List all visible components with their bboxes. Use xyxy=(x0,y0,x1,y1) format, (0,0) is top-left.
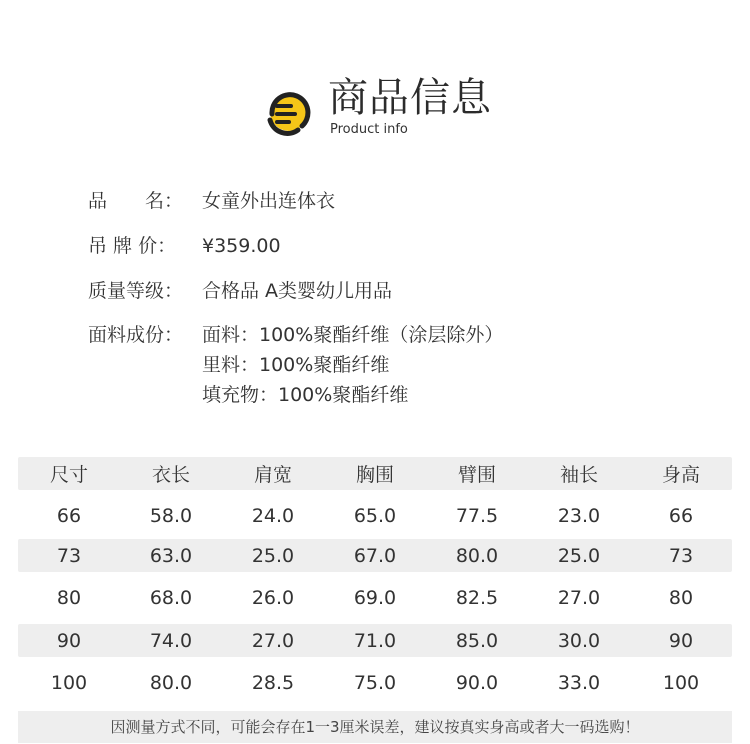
table-cell: 85.0 xyxy=(455,629,499,652)
table-cell: 24.0 xyxy=(251,505,295,527)
name-label: 品 名： xyxy=(88,190,184,212)
header-cell: 胸围 xyxy=(355,464,394,486)
fabric-label: 面料成份： xyxy=(88,324,184,346)
table-cell: 67.0 xyxy=(353,544,397,567)
table-cell: 77.5 xyxy=(455,505,499,527)
table-cell: 73 xyxy=(56,544,82,567)
table-cell: 80.0 xyxy=(149,672,193,694)
header-cell: 衣长 xyxy=(151,464,190,486)
table-cell: 100 xyxy=(50,672,88,694)
table-cell: 25.0 xyxy=(557,544,601,567)
info-row-name xyxy=(88,186,708,231)
section-header xyxy=(262,72,562,142)
price-label: 吊 牌 价： xyxy=(88,235,177,257)
table-cell: 66 xyxy=(668,505,694,527)
price-value: ¥359.00 xyxy=(202,235,281,257)
table-cell: 68.0 xyxy=(149,587,193,609)
table-cell: 100 xyxy=(662,672,700,694)
table-cell: 80 xyxy=(668,587,694,609)
table-cell: 74.0 xyxy=(149,629,193,652)
table-cell: 66 xyxy=(56,505,82,527)
table-cell: 26.0 xyxy=(251,587,295,609)
page-subtitle: Product info xyxy=(330,122,408,137)
measurement-note: 因测量方式不同，可能会存在1一3厘米误差，建议按真实身高或者大一码选购！ xyxy=(18,711,732,743)
header-cell: 尺寸 xyxy=(49,464,88,486)
name-value: 女童外出连体衣 xyxy=(202,190,336,212)
table-row xyxy=(18,539,732,572)
table-cell: 71.0 xyxy=(353,629,397,652)
document-list-icon xyxy=(262,84,314,136)
info-row-grade xyxy=(88,276,708,320)
table-cell: 90 xyxy=(56,629,82,652)
table-cell: 27.0 xyxy=(251,629,295,652)
table-cell: 27.0 xyxy=(557,587,601,609)
table-cell: 30.0 xyxy=(557,629,601,652)
table-cell: 33.0 xyxy=(557,672,601,694)
table-cell: 73 xyxy=(668,544,694,567)
table-cell: 25.0 xyxy=(251,544,295,567)
info-row-fabric xyxy=(88,320,708,410)
size-table xyxy=(18,457,732,700)
table-cell: 75.0 xyxy=(353,672,397,694)
table-cell: 63.0 xyxy=(149,544,193,567)
header-cell: 身高 xyxy=(661,464,700,486)
table-cell: 58.0 xyxy=(149,505,193,527)
grade-label: 质量等级： xyxy=(88,280,184,302)
table-cell: 90.0 xyxy=(455,672,499,694)
table-cell: 65.0 xyxy=(353,505,397,527)
header-cell: 肩宽 xyxy=(253,464,292,486)
table-cell: 80.0 xyxy=(455,544,499,567)
table-cell: 23.0 xyxy=(557,505,601,527)
grade-value: 合格品 A类婴幼儿用品 xyxy=(202,280,393,302)
product-info-list xyxy=(88,186,708,410)
table-row xyxy=(18,624,732,657)
table-row xyxy=(18,581,732,615)
fabric-line: 填充物：100%聚酯纤维 xyxy=(202,384,409,406)
table-cell: 80 xyxy=(56,587,82,609)
table-cell: 69.0 xyxy=(353,587,397,609)
fabric-line: 里料：100%聚酯纤维 xyxy=(202,354,390,376)
table-cell: 90 xyxy=(668,629,694,652)
header-cell: 臂围 xyxy=(457,464,496,486)
table-header-row xyxy=(18,457,732,490)
table-row xyxy=(18,499,732,533)
fabric-line: 面料：100%聚酯纤维（涂层除外） xyxy=(202,324,504,346)
info-row-price xyxy=(88,231,708,276)
table-row xyxy=(18,666,732,700)
page-title: 商品信息 xyxy=(328,75,492,121)
table-cell: 82.5 xyxy=(455,587,499,609)
table-cell: 28.5 xyxy=(251,672,295,694)
header-cell: 袖长 xyxy=(559,464,598,486)
